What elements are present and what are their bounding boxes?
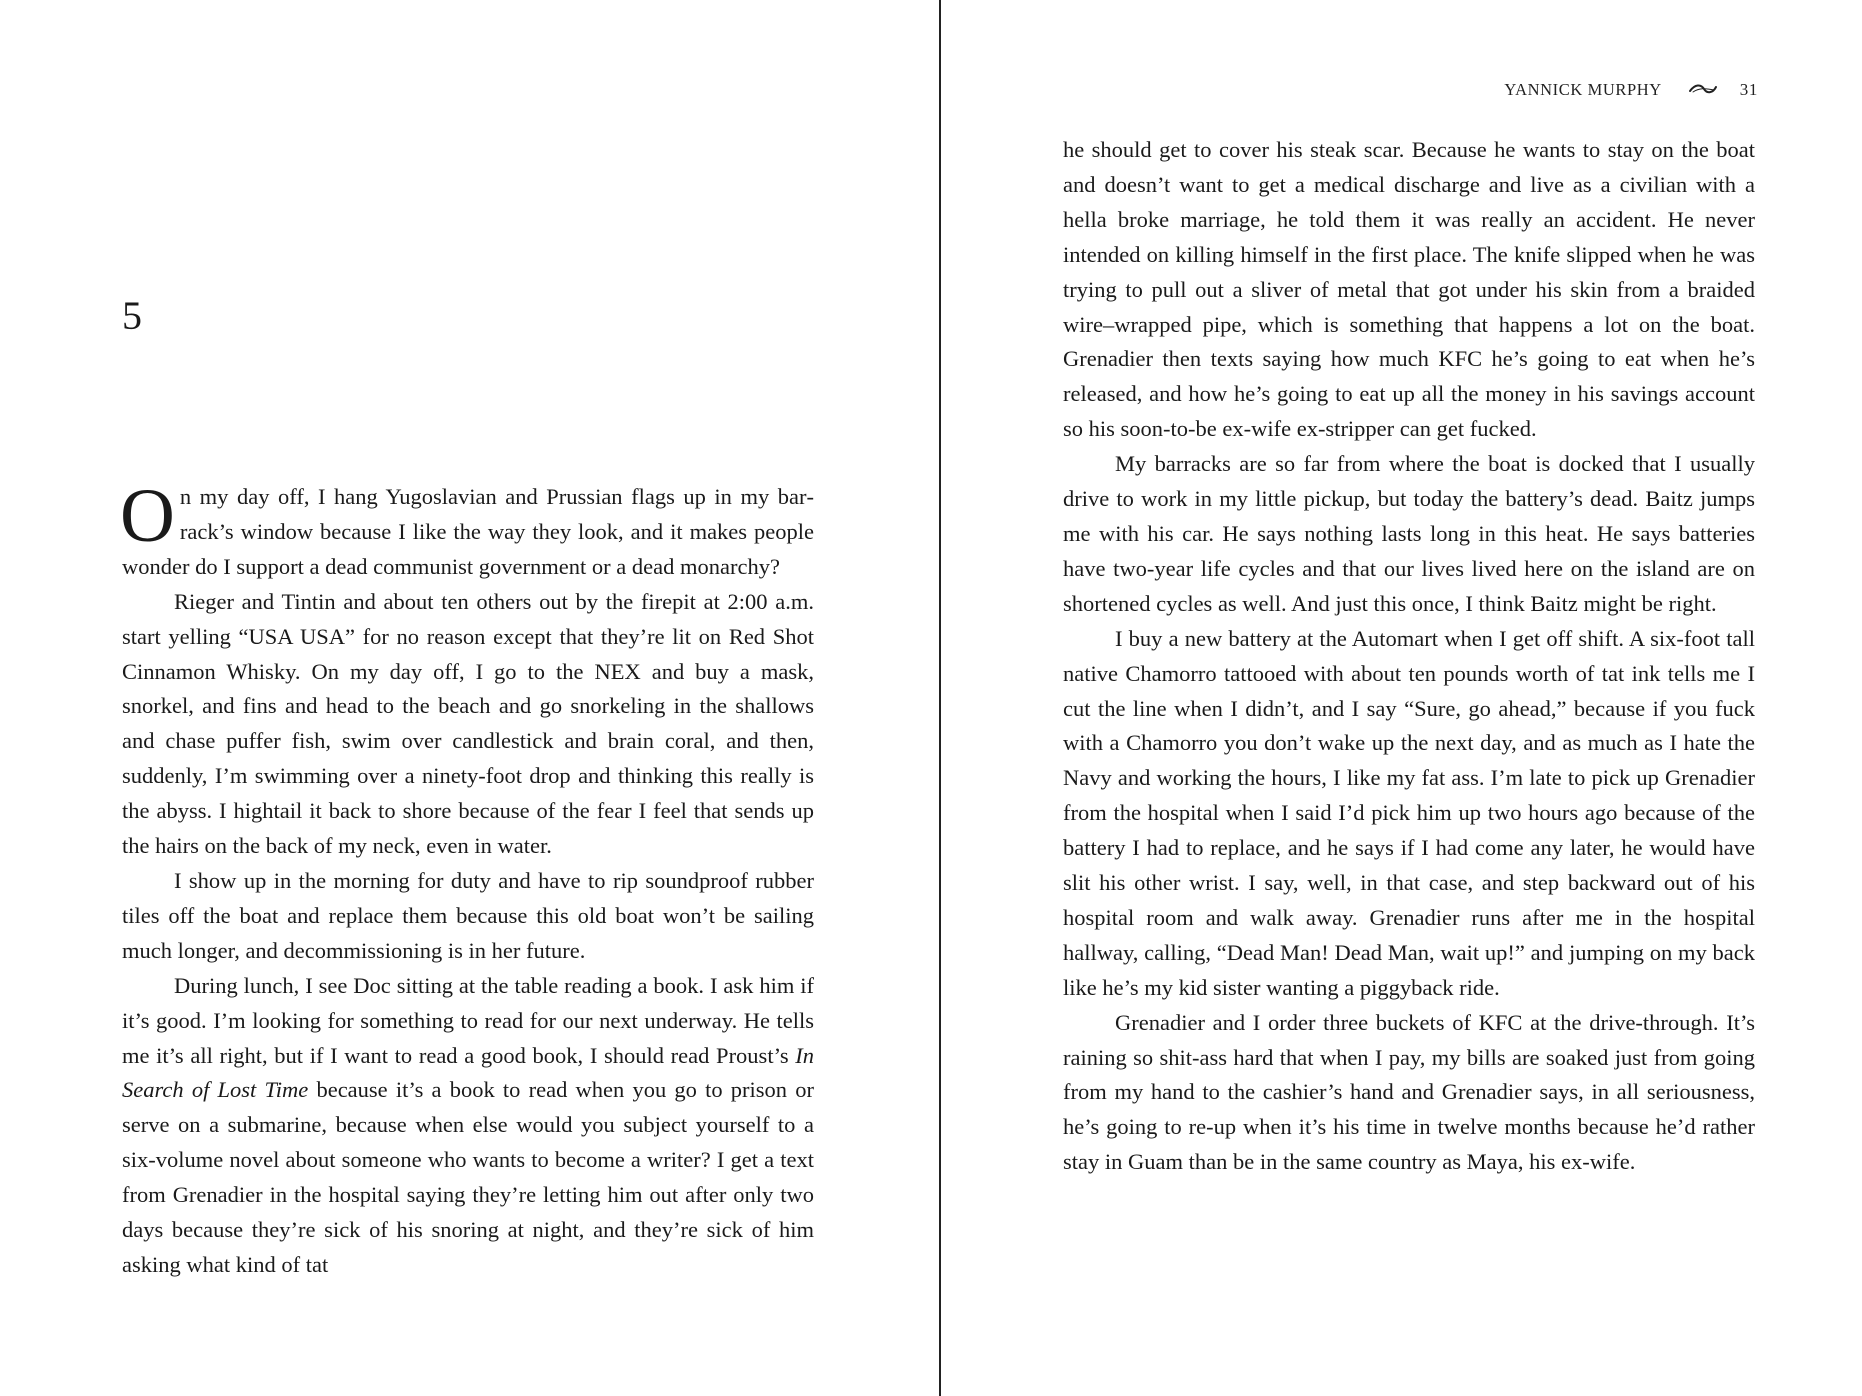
paragraph-text: Grenadier and I order three buckets of KFC at the drive-through. It’s raining so shit-ass hard that when I pay, my bills are soaked just from going from my hand to the cashier’s hand and Grenadier says, in all seriousness, he’s going to re-up when it’s his time in twelve months because he’d rather stay in Guam than be in the same country as Maya, his ex-wife. — [1063, 1009, 1755, 1175]
right-page-body — [1063, 133, 1755, 1180]
paragraph-text: Rieger and Tintin and about ten others out by the firepit at 2:00 a.m. start yelling “USA USA” for no reason except that they’re lit on Red Shot Cinnamon Whisky. On my day off, I go to the NEX and buy a mask, snorkel, and fins and head to the beach and go snorkeling in the shallows and chase puffer fish, swim over candlestick and brain coral, and then, suddenly, I’m swimming over a ninety-foot drop and thinking this really is the abyss. I hightail it back to shore because of the fear I feel that sends up the hairs on the back of my neck, even in water. — [122, 588, 814, 859]
paragraph — [120, 474, 814, 585]
author-name: YANNICK MURPHY — [1504, 80, 1662, 99]
left-page-body — [120, 474, 814, 1283]
paragraph — [122, 585, 814, 864]
paragraph — [1063, 622, 1755, 1006]
book-title: In Search of Lost Time — [122, 1042, 814, 1103]
paragraph-text: I buy a new battery at the Automart when I get off shift. A six-foot tall native Chamorro tattooed with about ten pounds worth of tat ink tells me I cut the line when I didn’t, and I say “Sure, go ahead,” because if you fuck with a Chamorro you don’t wake up the next day, and as much as I hate the Navy and working the hours, I like my fat ass. I’m late to pick up Grenadier from the hospital when I said I’d pick him up two hours ago because of the battery I had to replace, and he says if I had come any later, he would have slit his other wrist. I say, well, in that case, and step backward out of his hospital room and walk away. Grenadier runs after me in the hospital hallway, calling, “Dead Man! Dead Man, wait up!” and jumping on my back like he’s my kid sister wanting a piggyback ride. — [1063, 625, 1755, 1000]
paragraph-text: he should get to cover his steak scar. Because he wants to stay on the boat and doesn’t want to get a medical discharge and live as a civilian with a hella broke marriage, he told them it was really an accident. He never intended on killing himself in the first place. The knife slipped when he was trying to pull out a sliver of metal that got under his skin from a braided wire–wrapped pipe, which is something that happens a lot on the boat. Grenadier then texts saying how much KFC he’s going to eat when he’s released, and how he’s going to eat up all the money in his savings account so his soon-to-be ex-wife ex-stripper can get fucked. — [1063, 137, 1755, 442]
chapter-number: 5 — [122, 293, 142, 338]
paragraph — [122, 864, 814, 969]
right-page — [941, 0, 1862, 1396]
paragraph-text: n my day off, I hang Yugoslavian and Prussian flags up in my barrack’s window because I like the way they look, and it makes people wonder do I support a dead communist government or a dead monarchy? — [122, 484, 814, 579]
running-head — [1504, 80, 1758, 100]
paragraph-text: My barracks are so far from where the boat is docked that I usually drive to work in my little pickup, but today the battery’s dead. Baitz jumps me with his car. He says nothing lasts long in this heat. He says batteries have two-year life cycles and that our lives lived here on the island are on shortened cycles as well. And just this once, I think Baitz might be right. — [1063, 451, 1755, 616]
paragraph — [122, 969, 814, 1283]
swash-ornament-icon — [1688, 80, 1718, 100]
page-number: 31 — [1739, 80, 1758, 99]
paragraph — [1063, 1006, 1755, 1181]
paragraph — [1063, 447, 1755, 622]
paragraph — [1063, 133, 1755, 447]
paragraph-text: During lunch, I see Doc sitting at the table reading a book. I ask him if it’s good. I’m looking for something to read for our next underway. He tells me it’s all right, but if I want to read a good book, I should read Proust’s — [122, 972, 814, 1068]
paragraph-text: because it’s a book to read when you go to prison or serve on a submarine, because when else would you subject yourself to a six-volume novel about someone who wants to become a writer? I get a text from Grenadier in the hospital saying they’re letting him out after only two days because they’re sick of his snoring at night, and they’re sick of him asking what kind of tat — [122, 1077, 814, 1277]
drop-cap: O — [120, 474, 175, 558]
paragraph-text: I show up in the morning for duty and have to rip soundproof rubber tiles off the boat and replace them because this old boat won’t be sailing much longer, and decommissioning is in her future. — [122, 867, 814, 963]
